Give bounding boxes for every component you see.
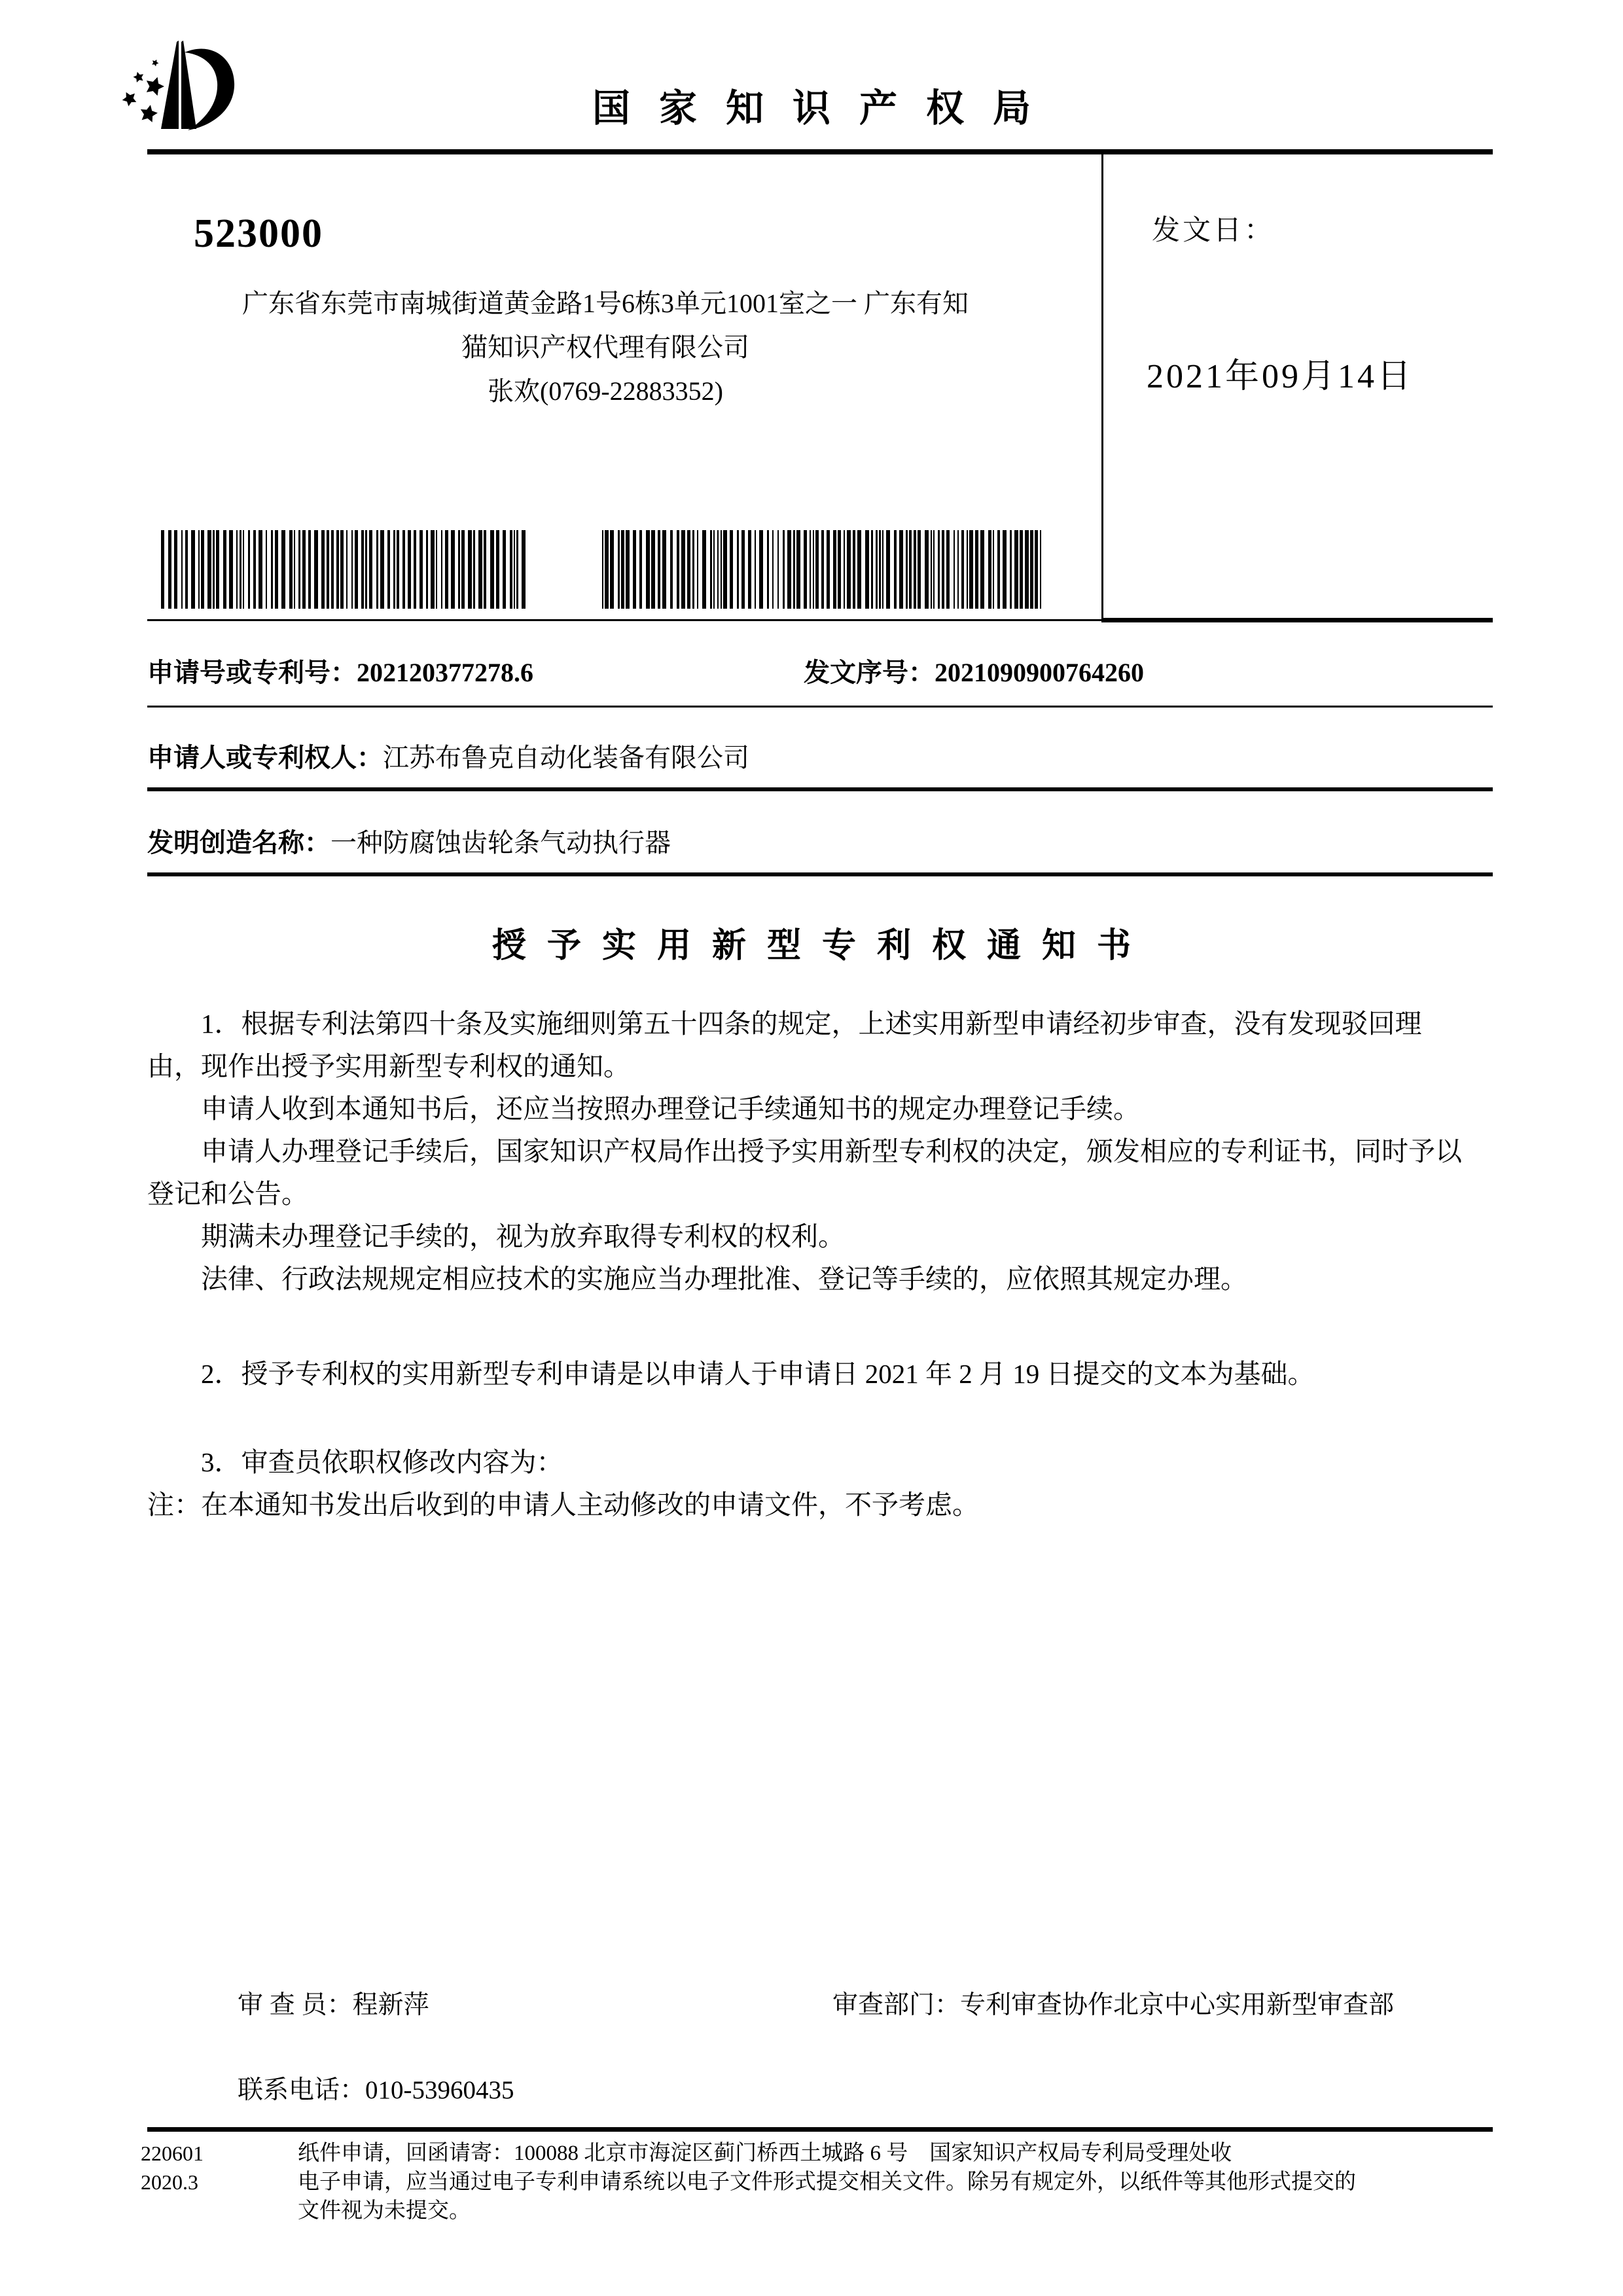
examiner-name: 程新萍 bbox=[352, 1991, 429, 2019]
notice-paragraph: 申请人收到本通知书后，还应当按照办理登记手续通知书的规定办理登记手续。 bbox=[201, 1094, 1140, 1124]
notice-paragraph: 注：在本通知书发出后收到的申请人主动修改的申请文件，不予考虑。 bbox=[147, 1490, 979, 1520]
dispatch-number-pair bbox=[804, 652, 1144, 689]
form-code-block bbox=[141, 2139, 204, 2197]
dispatch-date-label: 发文日： bbox=[1152, 215, 1275, 246]
notice-paragraph: 1．根据专利法第四十条及实施细则第五十四条的规定，上述实用新型申请经初步审查，没有发现驳回理由，现作出授予实用新型专利权的通知。 bbox=[147, 1009, 1422, 1081]
phone-label: 联系电话： bbox=[238, 2076, 366, 2104]
applicant-label: 申请人或专利权人： bbox=[147, 743, 383, 772]
applicant-value: 江苏布鲁克自动化装备有限公司 bbox=[383, 743, 749, 772]
footer-instructions bbox=[298, 2139, 1528, 2225]
divider bbox=[147, 872, 1493, 876]
notice-paragraph: 2．授予专利权的实用新型专利申请是以申请人于申请日 2021 年 2 月 19 日提交的文本为基础。 bbox=[201, 1359, 1315, 1389]
examiner-label: 审 查 员： bbox=[238, 1991, 353, 2019]
notice-title: 授予实用新型专利权通知书 bbox=[491, 927, 1152, 965]
date-box-bottom-border bbox=[1101, 618, 1493, 622]
dispatch-date-value: 2021年09月14日 bbox=[1147, 358, 1414, 395]
invention-name-value: 一种防腐蚀齿轮条气动执行器 bbox=[330, 828, 671, 857]
divider bbox=[147, 787, 1493, 791]
footer-line-2: 电子申请，应当通过电子专利申请系统以电子文件形式提交相关文件。除另有规定外，以纸件等其他形式提交的 bbox=[298, 2170, 1356, 2194]
notice-paragraph: 法律、行政法规规定相应技术的实施应当办理批准、登记等手续的，应依照其规定办理。 bbox=[201, 1264, 1247, 1294]
application-number-value: 202120377278.6 bbox=[357, 658, 533, 687]
phone-row bbox=[238, 2070, 514, 2106]
header-rule bbox=[147, 149, 1493, 154]
form-version: 2020.3 bbox=[141, 2170, 198, 2194]
notice-body bbox=[147, 1003, 1469, 1526]
invention-name-row bbox=[147, 822, 1493, 859]
recipient-address bbox=[151, 281, 1060, 413]
application-number-row bbox=[147, 652, 1493, 689]
department-name: 专利审查协作北京中心实用新型审查部 bbox=[960, 1991, 1395, 2019]
form-code: 220601 bbox=[141, 2142, 204, 2165]
footer-line-1: 纸件申请，回函请寄：100088 北京市海淀区蓟门桥西土城路 6 号 国家知识产权局专利局受理处收 bbox=[298, 2142, 1232, 2165]
barcode bbox=[602, 530, 1044, 609]
examiner-row bbox=[238, 1984, 429, 2021]
dispatch-number-label: 发文序号： bbox=[804, 658, 935, 687]
divider bbox=[147, 619, 1101, 621]
address-contact: 张欢(0769-22883352) bbox=[488, 376, 723, 406]
agency-title: 国家知识产权局 bbox=[592, 87, 1060, 130]
dispatch-number-value: 2021090900764260 bbox=[935, 658, 1144, 687]
notice-paragraph: 申请人办理登记手续后，国家知识产权局作出授予实用新型专利权的决定，颁发相应的专利证书，同时予以登记和公告。 bbox=[147, 1136, 1462, 1209]
barcode bbox=[161, 530, 526, 609]
date-box-left-border bbox=[1101, 154, 1103, 622]
phone-number: 010-53960435 bbox=[365, 2076, 514, 2104]
address-line-2: 猫知识产权代理有限公司 bbox=[461, 332, 749, 362]
notice-paragraph: 3．审查员依职权修改内容为： bbox=[201, 1447, 563, 1477]
department-row bbox=[832, 1984, 1394, 2021]
applicant-row bbox=[147, 737, 1493, 774]
notice-paragraph: 期满未办理登记手续的，视为放弃取得专利权的权利。 bbox=[201, 1221, 845, 1251]
postal-code: 523000 bbox=[194, 211, 323, 256]
footer-line-3: 文件视为未提交。 bbox=[298, 2199, 471, 2223]
invention-name-label: 发明创造名称： bbox=[147, 828, 330, 857]
divider bbox=[147, 706, 1493, 708]
department-label: 审查部门： bbox=[832, 1991, 961, 2019]
address-line-1: 广东省东莞市南城街道黄金路1号6栋3单元1001室之一 广东有知 bbox=[242, 289, 969, 318]
application-number-label: 申请号或专利号： bbox=[147, 658, 357, 687]
footer-rule bbox=[147, 2127, 1493, 2132]
